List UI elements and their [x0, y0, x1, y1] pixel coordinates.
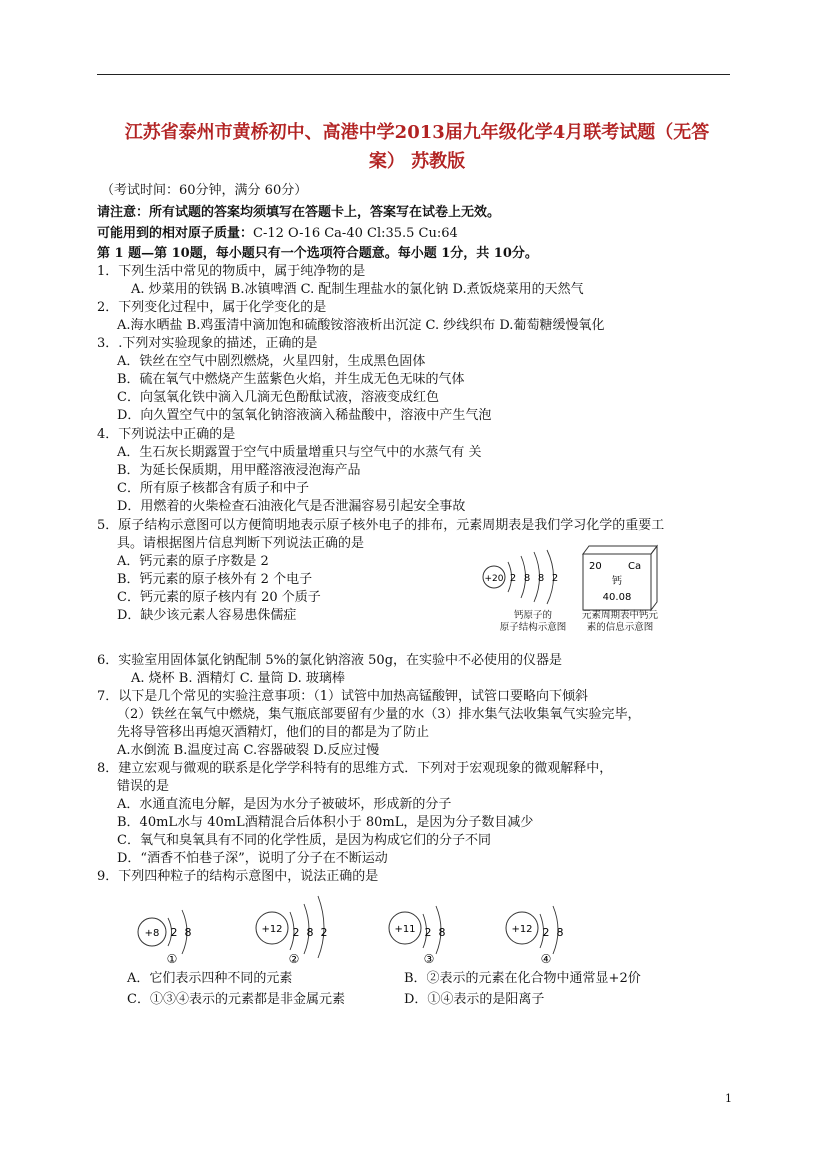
header-rule	[97, 74, 730, 75]
question-3-option-b: B．硫在氧气中燃烧产生蓝紫色火焰，并生成无色无味的气体	[117, 372, 465, 387]
question-2-options: A.海水晒盐 B.鸡蛋清中滴加饱和硫酸铵溶液析出沉淀 C. 纱线织布 D.葡萄糖缓慢氧化	[117, 318, 605, 333]
ca-shell-2-count: 8	[523, 573, 531, 584]
question-8-stem-cont: 错误的是	[117, 779, 170, 794]
exam-time: （考试时间：60分钟，满分 60分）	[101, 183, 308, 198]
particle-2-charge: +12	[261, 924, 283, 935]
question-5-stem: 5．原子结构示意图可以方便简明地表示原子核外电子的排布，元素周期表是我们学习化学的重要工	[97, 518, 665, 533]
question-1-stem: 1．下列生活中常见的物质中，属于纯净物的是	[97, 264, 366, 279]
tile-side-face	[651, 546, 657, 610]
particle-1-shell-1: 2	[170, 926, 178, 939]
question-7-stem-cont: （2）铁丝在氧气中燃烧，集气瓶底部要留有少量的水（3）排水集气法收集氧气实验完毕，	[117, 707, 641, 722]
question-3-option-d: D．向久置空气中的氢氧化钠溶液滴入稀盐酸中，溶液中产生气泡	[117, 408, 492, 423]
question-8-option-a: A．水通直流电分解，是因为水分子被破坏，形成新的分子	[117, 797, 452, 812]
atomic-mass-label: 可能用到的相对原子质量：	[97, 226, 254, 241]
ca-caption-left-2: 原子结构示意图	[499, 622, 567, 633]
question-8-option-d: D．“酒香不怕巷子深”，说明了分子在不断运动	[117, 851, 388, 866]
particle-4-label: ④	[540, 952, 552, 966]
particle-1-shell-2: 8	[184, 926, 192, 939]
particle-3-shell-2: 8	[438, 926, 446, 939]
question-9-option-b: B．②表示的元素在化合物中通常显+2价	[404, 971, 641, 986]
notice: 请注意：所有试题的答案均须填写在答题卡上，答案写在试卷上无效。	[97, 205, 501, 220]
section-intro: 第 1 题—第 10题，每小题只有一个选项符合题意。每小题 1分，共 10分。	[97, 246, 538, 261]
particle-2-shell-2: 8	[306, 926, 314, 939]
exam-title-line1: 江苏省泰州市黄桥初中、高港中学2013届九年级化学4月联考试题（无答	[124, 122, 710, 143]
question-4-option-b: B．为延长保质期，用甲醛溶液浸泡海产品	[117, 463, 361, 478]
question-8-stem: 8．建立宏观与微观的联系是化学学科特有的思维方式．下列对于宏观现象的微观解释中，	[97, 761, 613, 776]
ca-shell-4-count: 2	[551, 573, 559, 584]
question-9-option-a: A．它们表示四种不同的元素	[127, 971, 293, 986]
ca-caption-left-1: 钙原子的	[513, 610, 552, 621]
question-7-stem-cont2: 先将导管移出再熄灭酒精灯，他们的目的都是为了防止	[117, 725, 430, 740]
particle-2-shell-3: 2	[320, 926, 328, 939]
particle-diagrams	[130, 888, 590, 968]
particle-4-diagram	[506, 906, 564, 966]
particle-3-shell-1: 2	[424, 926, 432, 939]
ca-shell-3-count: 8	[537, 573, 545, 584]
particle-3-label: ③	[423, 952, 435, 966]
ca-caption-left	[493, 610, 573, 634]
question-9-option-c: C．①③④表示的元素都是非金属元素	[127, 992, 345, 1007]
exam-title-line2: 案） 苏教版	[368, 151, 466, 172]
ca-shell-1-count: 2	[509, 573, 517, 584]
atomic-mass-values: C-12 O-16 Ca-40 Cl:35.5 Cu:64	[253, 226, 458, 241]
question-3-option-a: A．铁丝在空气中剧烈燃烧，火星四射，生成黑色固体	[117, 354, 426, 369]
tile-atomic-mass: 40.08	[602, 592, 632, 603]
particle-4-charge: +12	[511, 924, 533, 935]
particle-1-charge: +8	[144, 928, 160, 939]
question-5-option-b: B．钙元素的原子核外有 2 个电子	[117, 572, 313, 587]
question-8-option-b: B．40mL水与 40mL酒精混合后体积小于 80mL，是因为分子数目减少	[117, 815, 534, 830]
question-6-stem: 6．实验室用固体氯化钠配制 5%的氯化钠溶液 50g，在实验中不必使用的仪器是	[97, 653, 563, 668]
question-5-stem-cont: 具。请根据图片信息判断下列说法正确的是	[117, 536, 365, 551]
ca-caption-right	[577, 610, 663, 634]
question-3-stem: 3．.下列对实验现象的描述，正确的是	[97, 336, 318, 351]
question-9-option-d: D．①④表示的是阳离子	[404, 992, 545, 1007]
particle-2-diagram	[256, 896, 328, 966]
atomic-mass-row	[97, 225, 458, 242]
tile-element-name: 钙	[612, 576, 622, 587]
particle-2-shell-1: 2	[292, 926, 300, 939]
question-8-option-c: C．氧气和臭氧具有不同的化学性质，是因为构成它们的分子不同	[117, 833, 491, 848]
question-9-stem: 9．下列四种粒子的结构示意图中，说法正确的是	[97, 869, 379, 884]
question-4-option-a: A．生石灰长期露置于空气中质量增重只与空气中的水蒸气有 关	[117, 445, 482, 460]
question-4-stem: 4．下列说法中正确的是	[97, 427, 236, 442]
particle-4-shell-2: 8	[556, 926, 564, 939]
question-3-option-c: C．向氢氧化铁中滴入几滴无色酚酞试液，溶液变成红色	[117, 390, 439, 405]
question-6-options: A. 烧杯 B. 酒精灯 C. 量筒 D. 玻璃棒	[131, 671, 345, 686]
particle-1-diagram	[138, 910, 192, 966]
question-1-options: A. 炒菜用的铁锅 B.冰镇啤酒 C. 配制生理盐水的氯化钠 D.煮饭烧菜用的天然气	[131, 282, 584, 297]
question-4-option-c: C．所有原子核都含有质子和中子	[117, 481, 309, 496]
tile-atomic-number: 20	[589, 561, 602, 572]
particle-1-label: ①	[166, 952, 178, 966]
particle-3-diagram	[389, 906, 446, 966]
particle-4-shell-1: 2	[542, 926, 550, 939]
question-7-options: A.水倒流 B.温度过高 C.容器破裂 D.反应过慢	[117, 743, 380, 758]
tile-top-face	[583, 546, 657, 554]
particle-3-charge: +11	[394, 924, 416, 935]
question-2-stem: 2．下列变化过程中，属于化学变化的是	[97, 300, 327, 315]
question-5-option-c: C．钙元素的原子核内有 20 个质子	[117, 590, 321, 605]
ca-caption-right-2: 素的信息示意图	[586, 622, 654, 633]
ca-nucleus-charge: +20	[484, 574, 504, 584]
question-5-option-a: A．钙元素的原子序数是 2	[117, 554, 269, 569]
question-4-option-d: D．用燃着的火柴检查石油液化气是否泄漏容易引起安全事故	[117, 499, 466, 514]
tile-symbol: Ca	[628, 561, 642, 572]
question-7-stem: 7．以下是几个常见的实验注意事项：（1）试管中加热高锰酸钾，试管口要略向下倾斜	[97, 689, 589, 704]
particle-2-label: ②	[288, 952, 300, 966]
ca-caption-right-1: 元素周期表中钙元	[581, 610, 658, 621]
page-number: 1	[725, 1092, 732, 1105]
question-5-option-d: D．缺少该元素人容易患侏儒症	[117, 608, 297, 623]
